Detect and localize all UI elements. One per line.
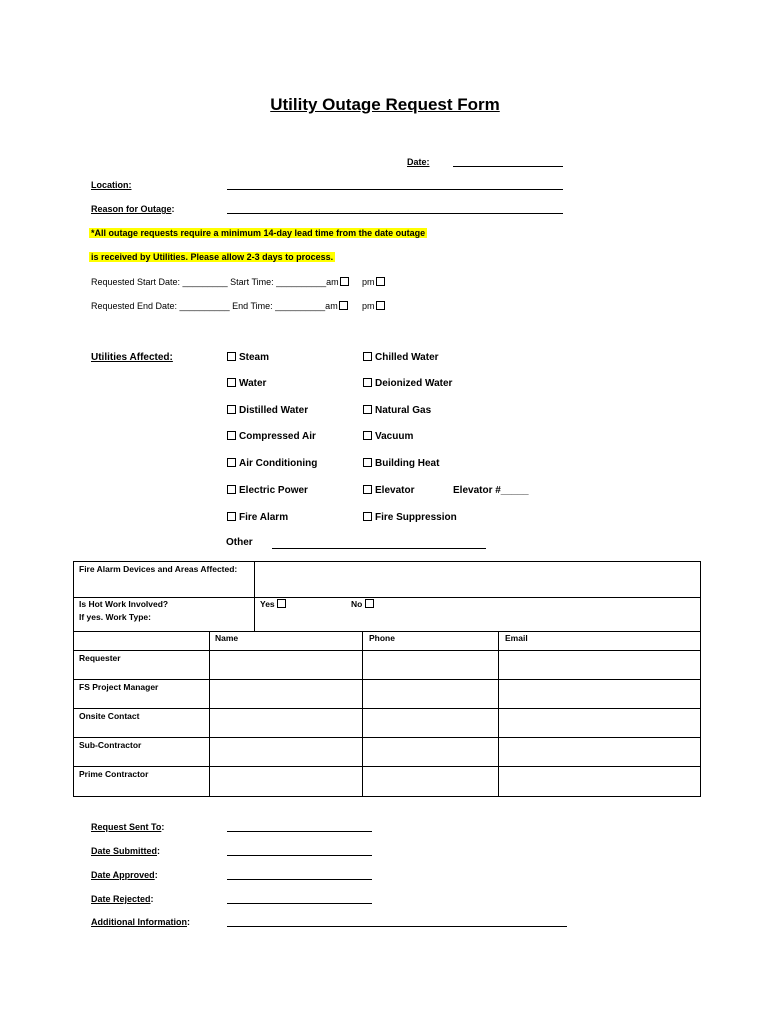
requester-email-field[interactable] xyxy=(498,650,701,680)
prime-name-field[interactable] xyxy=(209,766,363,797)
utility-option[interactable]: Chilled Water xyxy=(363,352,439,363)
sub-name-field[interactable] xyxy=(209,737,363,767)
date-approved-field[interactable] xyxy=(227,879,372,880)
requester-name-field[interactable] xyxy=(209,650,363,680)
onsite-name-field[interactable] xyxy=(209,708,363,738)
reason-field[interactable] xyxy=(227,213,563,214)
utility-option[interactable]: Water xyxy=(227,378,266,389)
checkbox[interactable] xyxy=(363,378,372,387)
utility-option[interactable]: Vacuum xyxy=(363,431,413,442)
start-pm: pm xyxy=(362,277,388,287)
email-header: Email xyxy=(505,633,528,643)
date-field[interactable] xyxy=(453,166,563,167)
utility-option[interactable]: Steam xyxy=(227,352,269,363)
utility-option[interactable]: Natural Gas xyxy=(363,405,431,416)
phone-header: Phone xyxy=(369,633,395,643)
checkbox[interactable] xyxy=(227,512,236,521)
name-header: Name xyxy=(215,633,239,643)
table-row: Sub-Contractor xyxy=(79,740,142,750)
yes-option[interactable]: Yes xyxy=(260,599,289,609)
hot-work-label: Is Hot Work Involved? xyxy=(79,599,169,609)
page-title: Utility Outage Request Form xyxy=(270,95,500,114)
checkbox[interactable] xyxy=(363,431,372,440)
table-row: Onsite Contact xyxy=(79,711,140,721)
pm-checkbox[interactable] xyxy=(376,301,385,310)
date-rejected-label: Date Rejected: xyxy=(91,894,154,904)
date-approved-label: Date Approved: xyxy=(91,870,158,880)
utility-option[interactable]: Building Heat xyxy=(363,458,439,469)
pm-name-field[interactable] xyxy=(209,679,363,709)
pm-email-field[interactable] xyxy=(498,679,701,709)
additional-info-label: Additional Information: xyxy=(91,917,190,927)
table-row: Requester xyxy=(79,653,121,663)
fire-alarm-devices-label: Fire Alarm Devices and Areas Affected: xyxy=(79,564,238,574)
no-option[interactable]: No xyxy=(351,599,377,609)
date-submitted-field[interactable] xyxy=(227,855,372,856)
am-checkbox[interactable] xyxy=(339,301,348,310)
start-line: Requested Start Date: _________ Start Time: __________am xyxy=(91,277,352,287)
checkbox[interactable] xyxy=(363,458,372,467)
utility-option[interactable]: Distilled Water xyxy=(227,405,308,416)
checkbox[interactable] xyxy=(227,431,236,440)
location-label: Location: xyxy=(91,180,132,190)
pm-phone-field[interactable] xyxy=(362,679,499,709)
requester-phone-field[interactable] xyxy=(362,650,499,680)
yes-checkbox[interactable] xyxy=(277,599,286,608)
utility-option[interactable]: Fire Suppression xyxy=(363,512,457,523)
end-pm: pm xyxy=(362,301,388,311)
request-sent-to-label: Request Sent To: xyxy=(91,822,165,832)
hot-work-answer-cell xyxy=(254,597,701,632)
request-sent-to-field[interactable] xyxy=(227,831,372,832)
elevator-number[interactable]: Elevator #_____ xyxy=(453,485,529,496)
utility-option[interactable]: Elevator xyxy=(363,485,414,496)
checkbox[interactable] xyxy=(363,352,372,361)
notice-line-2: is received by Utilities. Please allow 2-3 days to process. xyxy=(91,252,334,262)
utility-option[interactable]: Fire Alarm xyxy=(227,512,288,523)
location-field[interactable] xyxy=(227,189,563,190)
prime-email-field[interactable] xyxy=(498,766,701,797)
pm-checkbox[interactable] xyxy=(376,277,385,286)
date-label: Date: xyxy=(407,157,430,167)
notice-line-1: *All outage requests require a minimum 14-day lead time from the date outage xyxy=(91,228,426,238)
work-type-label: If yes. Work Type: xyxy=(79,612,151,622)
checkbox[interactable] xyxy=(363,405,372,414)
checkbox[interactable] xyxy=(227,405,236,414)
utility-option[interactable]: Deionized Water xyxy=(363,378,452,389)
utility-option[interactable]: Air Conditioning xyxy=(227,458,317,469)
checkbox[interactable] xyxy=(227,458,236,467)
onsite-email-field[interactable] xyxy=(498,708,701,738)
sub-email-field[interactable] xyxy=(498,737,701,767)
additional-info-field[interactable] xyxy=(227,926,567,927)
utility-option[interactable]: Compressed Air xyxy=(227,431,316,442)
other-field[interactable] xyxy=(272,548,486,549)
am-checkbox[interactable] xyxy=(340,277,349,286)
checkbox[interactable] xyxy=(227,485,236,494)
reason-label: Reason for Outage: xyxy=(91,204,175,214)
utility-option[interactable]: Electric Power xyxy=(227,485,308,496)
other-label: Other xyxy=(226,537,253,548)
checkbox[interactable] xyxy=(363,485,372,494)
utilities-label: Utilities Affected: xyxy=(91,352,173,363)
no-checkbox[interactable] xyxy=(365,599,374,608)
prime-phone-field[interactable] xyxy=(362,766,499,797)
checkbox[interactable] xyxy=(227,378,236,387)
checkbox[interactable] xyxy=(227,352,236,361)
checkbox[interactable] xyxy=(363,512,372,521)
table-row: FS Project Manager xyxy=(79,682,159,692)
sub-phone-field[interactable] xyxy=(362,737,499,767)
onsite-phone-field[interactable] xyxy=(362,708,499,738)
contacts-header-blank xyxy=(73,631,210,651)
date-submitted-label: Date Submitted: xyxy=(91,846,161,856)
contacts-header-email xyxy=(498,631,701,651)
end-line: Requested End Date: __________ End Time: __________am xyxy=(91,301,351,311)
date-rejected-field[interactable] xyxy=(227,903,372,904)
fire-alarm-devices-field[interactable] xyxy=(254,561,701,598)
table-row: Prime Contractor xyxy=(79,769,149,779)
